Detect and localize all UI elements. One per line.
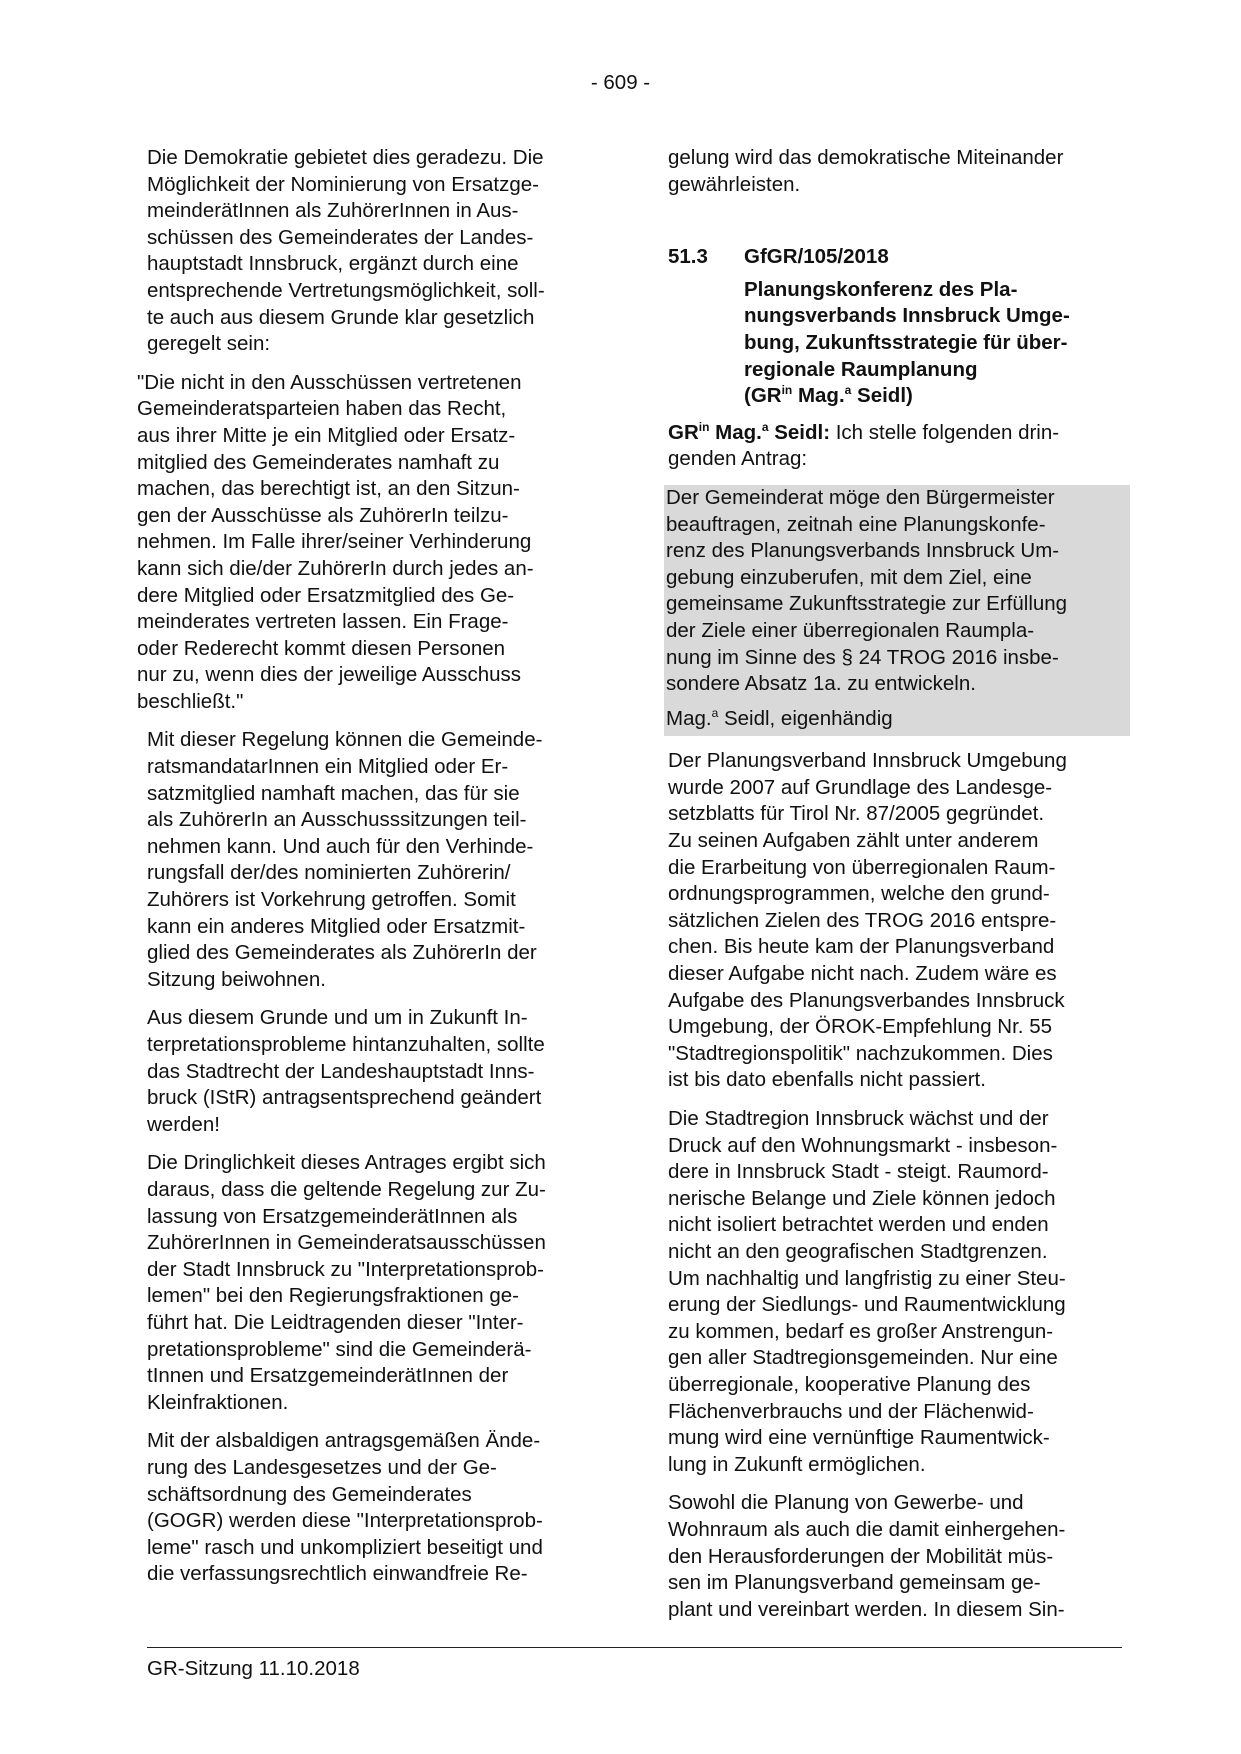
footer-divider — [147, 1647, 1122, 1648]
paragraph: Die Demokratie gebietet dies geradezu. Die Möglichkeit der Nominierung von Ersatzge- meinderätInnen als ZuhörerInnen in Aus- schüssen des Gemeinderates der Landes- hauptstadt Innsbruck, ergänzt durch eine entsprechende Vertretungsmöglichkeit, soll- te auch aus diesem Grunde klar gesetzlich geregelt sein: — [147, 146, 545, 356]
motion-text: Der Gemeinderat möge den Bürgermeister beauftragen, zeitnah eine Planungskonfe- renz des Planungsverbands Innsbruck Um- gebung einzuberufen, mit dem Ziel, eine gemeinsame Zukunftsstrategie zur Erfüllung der Ziele einer überregionalen Raumpla- nung im Sinne des § 24 TROG 2016 insbe- sondere Absatz 1a. zu entwickeln. — [666, 485, 1068, 696]
paragraph: Mit dieser Regelung können die Gemeinde- ratsmandatarInnen ein Mitglied oder Er- satzmitglied namhaft machen, das für sie als ZuhörerIn an Ausschusssitzungen teil- nehmen kann. Und auch für den Verhinde- rungsfall der/des nominierten Zuhörerin/ Zuhörers ist Vorkehrung getroffen. Somit kann ein anderes Mitglied oder Ersatzmit- glied des Gemeinderates als ZuhörerIn der Sitzung beiwohnen. — [147, 728, 543, 991]
quoted-provision: "Die nicht in den Ausschüssen vertretenen Gemeinderatsparteien haben das Recht, aus ihrer Mitte je ein Mitglied oder Ersatz- mitglied des Gemeinderates namhaft zu machen, das berechtigt ist, an den Sitzun- gen der Ausschüsse als ZuhörerIn teilzu- nehmen. Im Falle ihrer/seiner Verhinderung kann sich die/der ZuhörerIn durch jedes an- dere Mitglied oder Ersatzmitglied des Ge- meinderates vertreten lassen. Ein Frage- oder Rederecht kommt diesen Personen nur zu, wenn dies der jeweilige Ausschuss beschließt." — [137, 370, 534, 713]
paragraph: Mit der alsbaldigen antragsgemäßen Ände- rung des Landesgesetzes und der Ge- schäftsordnung des Gemeinderates (GOGR) werden diese "Interpretationsprob- leme" rasch und unkompliziert beseitigt und die verfassungsrechtlich einwandfreie Re- — [147, 1429, 543, 1586]
section-code: GfGR/105/2018 — [744, 245, 889, 269]
left-column — [137, 145, 597, 1600]
motion-signature: Mag.$^a$ Seidl, eigenhändig — [666, 705, 893, 730]
paragraph: gelung wird das demokratische Miteinander gewährleisten. — [668, 146, 1064, 196]
section-title: Planungskonferenz des Pla- nungsverbands Innsbruck Umge- bung, Zukunftsstrategie für über- regionale Raumplanung ($GR^{in}$ Mag.$^a$ Seidl) — [744, 277, 1070, 408]
section-heading — [668, 244, 1124, 271]
motion-box — [664, 485, 1130, 736]
page-number: - 609 - — [590, 71, 651, 94]
footer-text: GR-Sitzung 11.10.2018 — [147, 1657, 360, 1680]
paragraph: Der Planungsverband Innsbruck Umgebung wurde 2007 auf Grundlage des Landesge- setzblatts für Tirol Nr. 87/2005 gegründet. Zu seinen Aufgaben zählt unter anderem die Erarbeitung von überregionalen Raum- ordnungsprogrammen, welche den grund- sätzlichen Zielen des TROG 2016 entspre- chen. Bis heute kam der Planungsverband dieser Aufgabe nicht nach. Zudem wäre es Aufgabe des Planungsverbandes Innsbruck Umgebung, der ÖROK-Empfehlung Nr. 55 "Stadtregionspolitik" nachzukommen. Dies ist bis dato ebenfalls nicht passiert. — [668, 749, 1067, 1092]
paragraph: Die Stadtregion Innsbruck wächst und der Druck auf den Wohnungsmarkt - insbeson- dere in Innsbruck Stadt - steigt. Raumord- nerische Belange und Ziele können jedoch nicht isoliert betrachtet werden und enden nicht an den geografischen Stadtgrenzen. Um nachhaltig und langfristig zu einer Steu- erung der Siedlungs- und Raumentwicklung zu kommen, bedarf es großer Anstrengun- gen aller Stadtregionsgemeinden. Nur eine überregionale, kooperative Planung des Flächenverbrauchs und der Flächenwid- mung wird eine vernünftige Raumentwick- lung in Zukunft ermöglichen. — [668, 1107, 1066, 1476]
section-number: 51.3 — [668, 245, 708, 269]
speaker-name: $GR^{in}$ Mag.$^a$ Seidl: — [668, 419, 831, 444]
paragraph: Aus diesem Grunde und um in Zukunft In- terpretationsprobleme hintanzuhalten, sollte das Stadtrecht der Landeshauptstadt Inns- bruck (IStR) antragsentsprechend geändert werden! — [147, 1006, 545, 1136]
speaker-statement: $GR^{in}$ Mag.$^a$ Seidl: Ich stelle folgenden drin- genden Antrag: — [668, 419, 1060, 471]
paragraph: Die Dringlichkeit dieses Antrages ergibt sich daraus, dass die geltende Regelung zur Zu- lassung von ErsatzgemeinderätInnen als ZuhörerInnen in Gemeinderatsausschüssen der Stadt Innsbruck zu "Interpretationsprob- lemen" bei den Regierungsfraktionen ge- führt hat. Die Leidtragenden dieser "Inter- pretationsprobleme" sind die Gemeinderä- tInnen und ErsatzgemeinderätInnen der Kleinfraktionen. — [147, 1151, 546, 1414]
paragraph: Sowohl die Planung von Gewerbe- und Wohnraum als auch die damit einhergehen- den Herausforderungen der Mobilität müs- sen im Planungsverband gemeinsam ge- plant und vereinbart werden. In diesem Sin- — [668, 1491, 1066, 1621]
right-column — [668, 145, 1124, 1635]
